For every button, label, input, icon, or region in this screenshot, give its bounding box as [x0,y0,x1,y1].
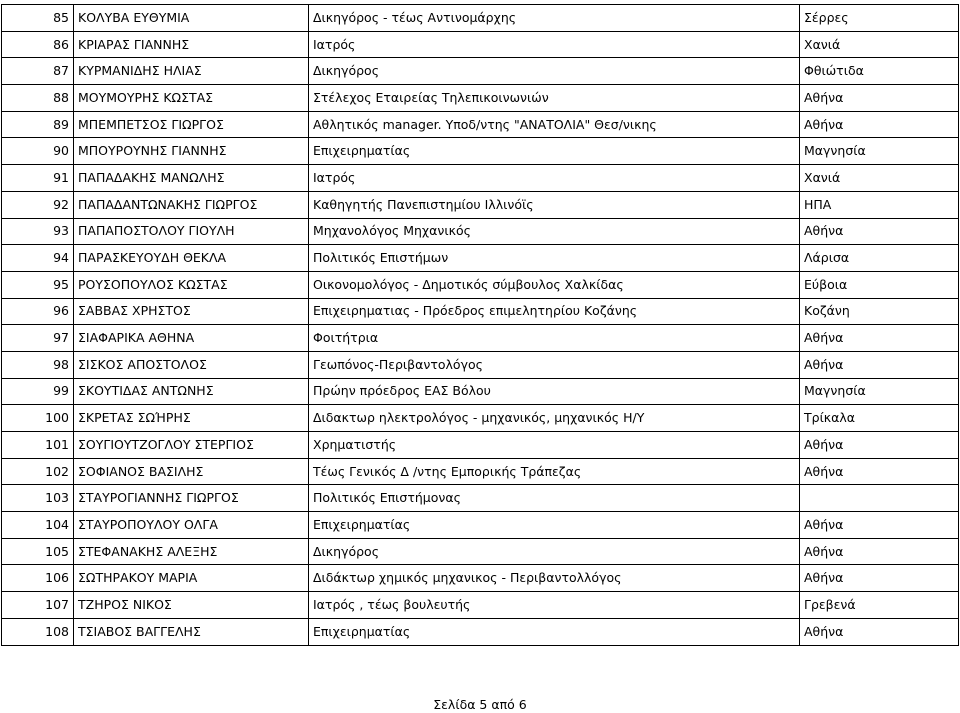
location-cell: Μαγνησία [800,138,959,165]
profession-cell: Τέως Γενικός Δ /ντης Εμπορικής Τράπεζας [309,458,800,485]
location-cell: Αθήνα [800,538,959,565]
person-name-cell: ΠΑΠΑΔΑΝΤΩΝΑΚΗΣ ΓΙΩΡΓΟΣ [74,191,309,218]
table-row [2,245,959,272]
row-number-cell: 88 [2,85,74,112]
row-number-cell: 96 [2,298,74,325]
row-number-cell: 86 [2,31,74,58]
location-cell: Αθήνα [800,111,959,138]
table-row [2,298,959,325]
profession-cell: Πρώην πρόεδρος ΕΑΣ Βόλου [309,378,800,405]
row-number-cell: 100 [2,405,74,432]
location-cell: Γρεβενά [800,592,959,619]
profession-cell: Διδακτωρ ηλεκτρολόγος - μηχανικός, μηχανικός Η/Υ [309,405,800,432]
person-name-cell: ΣΟΦΙΑΝΟΣ ΒΑΣΙΛΗΣ [74,458,309,485]
profession-cell: Επιχειρηματίας [309,618,800,645]
location-cell: Μαγνησία [800,378,959,405]
person-name-cell: ΣΙΣΚΟΣ ΑΠΟΣΤΟΛΟΣ [74,351,309,378]
person-name-cell: ΤΣΙΑΒΟΣ ΒΑΓΓΕΛΗΣ [74,618,309,645]
location-cell: Φθιώτιδα [800,58,959,85]
table-row [2,512,959,539]
row-number-cell: 87 [2,58,74,85]
table-row [2,58,959,85]
profession-cell: Επιχειρηματιας - Πρόεδρος επιμελητηρίου Κοζάνης [309,298,800,325]
location-cell: Αθήνα [800,218,959,245]
person-name-cell: ΜΠΕΜΠΕΤΣΟΣ ΓΙΩΡΓΟΣ [74,111,309,138]
person-name-cell: ΜΠΟΥΡΟΥΝΗΣ ΓΙΑΝΝΗΣ [74,138,309,165]
row-number-cell: 94 [2,245,74,272]
profession-cell: Φοιτήτρια [309,325,800,352]
row-number-cell: 102 [2,458,74,485]
profession-cell: Δικηγόρος [309,58,800,85]
row-number-cell: 97 [2,325,74,352]
location-cell: Αθήνα [800,85,959,112]
profession-cell: Επιχειρηματίας [309,138,800,165]
location-cell: Κοζάνη [800,298,959,325]
location-cell: Αθήνα [800,351,959,378]
location-cell: Σέρρες [800,5,959,32]
row-number-cell: 85 [2,5,74,32]
table-row [2,378,959,405]
profession-cell: Διδάκτωρ χημικός μηχανικος - Περιβαντολλόγος [309,565,800,592]
table-row [2,432,959,459]
table-row [2,5,959,32]
table-row [2,538,959,565]
row-number-cell: 95 [2,271,74,298]
person-name-cell: ΚΥΡΜΑΝΙΔΗΣ ΗΛΙΑΣ [74,58,309,85]
person-name-cell: ΣΑΒΒΑΣ ΧΡΗΣΤΟΣ [74,298,309,325]
location-cell: Εύβοια [800,271,959,298]
person-name-cell: ΣΩΤΗΡΑΚΟΥ ΜΑΡΙΑ [74,565,309,592]
row-number-cell: 101 [2,432,74,459]
table-row [2,191,959,218]
profession-cell: Δικηγόρος [309,538,800,565]
location-cell [800,485,959,512]
table-row [2,111,959,138]
person-name-cell: ΣΚΡΕΤΑΣ ΣΩΉΡΗΣ [74,405,309,432]
location-cell: ΗΠΑ [800,191,959,218]
location-cell: Αθήνα [800,432,959,459]
row-number-cell: 103 [2,485,74,512]
profession-cell: Οικονομολόγος - Δημοτικός σύμβουλος Χαλκίδας [309,271,800,298]
location-cell: Αθήνα [800,565,959,592]
table-row [2,458,959,485]
table-row [2,218,959,245]
row-number-cell: 107 [2,592,74,619]
table-row [2,85,959,112]
row-number-cell: 90 [2,138,74,165]
profession-cell: Καθηγητής Πανεπιστημίου Ιλλινόϊς [309,191,800,218]
person-name-cell: ΜΟΥΜΟΥΡΗΣ ΚΩΣΤΑΣ [74,85,309,112]
profession-cell: Ιατρός , τέως βουλευτής [309,592,800,619]
profession-cell: Ιατρός [309,31,800,58]
profession-cell: Δικηγόρος - τέως Αντινομάρχης [309,5,800,32]
location-cell: Χανιά [800,31,959,58]
person-name-cell: ΣΤΑΥΡΟΓΙΑΝΝΗΣ ΓΙΩΡΓΟΣ [74,485,309,512]
table-row [2,138,959,165]
location-cell: Αθήνα [800,458,959,485]
table-row [2,271,959,298]
row-number-cell: 92 [2,191,74,218]
table-row [2,325,959,352]
row-number-cell: 98 [2,351,74,378]
location-cell: Χανιά [800,165,959,192]
roster-table [1,4,959,646]
row-number-cell: 89 [2,111,74,138]
location-cell: Αθήνα [800,512,959,539]
row-number-cell: 108 [2,618,74,645]
person-name-cell: ΚΡΙΑΡΑΣ ΓΙΑΝΝΗΣ [74,31,309,58]
table-row [2,31,959,58]
profession-cell: Χρηματιστής [309,432,800,459]
person-name-cell: ΠΑΠΑΔΑΚΗΣ ΜΑΝΩΛΗΣ [74,165,309,192]
profession-cell: Γεωπόνος-Περιβαντολόγος [309,351,800,378]
table-row [2,565,959,592]
table-row [2,405,959,432]
row-number-cell: 99 [2,378,74,405]
profession-cell: Πολιτικός Επιστήμων [309,245,800,272]
profession-cell: Επιχειρηματίας [309,512,800,539]
person-name-cell: ΣΤΑΥΡΟΠΟΥΛΟΥ ΟΛΓΑ [74,512,309,539]
location-cell: Αθήνα [800,618,959,645]
row-number-cell: 106 [2,565,74,592]
person-name-cell: ΠΑΡΑΣΚΕΥΟΥΔΗ ΘΕΚΛΑ [74,245,309,272]
location-cell: Λάρισα [800,245,959,272]
row-number-cell: 91 [2,165,74,192]
person-name-cell: ΣΚΟΥΤΙΔΑΣ ΑΝΤΩΝΗΣ [74,378,309,405]
profession-cell: Ιατρός [309,165,800,192]
profession-cell: Στέλεχος Εταιρείας Τηλεπικοινωνιών [309,85,800,112]
table-row [2,351,959,378]
table-row [2,618,959,645]
roster-body [2,5,959,646]
person-name-cell: ΡΟΥΣΟΠΟΥΛΟΣ ΚΩΣΤΑΣ [74,271,309,298]
profession-cell: Πολιτικός Επιστήμονας [309,485,800,512]
person-name-cell: ΚΟΛΥΒΑ ΕΥΘΥΜΙΑ [74,5,309,32]
page-footer: Σελίδα 5 από 6 [433,697,527,712]
table-row [2,485,959,512]
location-cell: Τρίκαλα [800,405,959,432]
profession-cell: Αθλητικός manager. Υποδ/ντης "ΑΝΑΤΟΛΙΑ" Θεσ/νικης [309,111,800,138]
row-number-cell: 104 [2,512,74,539]
table-row [2,592,959,619]
table-row [2,165,959,192]
person-name-cell: ΠΑΠΑΠΟΣΤΟΛΟΥ ΓΙΟΥΛΗ [74,218,309,245]
person-name-cell: ΣΙΑΦΑΡΙΚΑ ΑΘΗΝΑ [74,325,309,352]
profession-cell: Μηχανολόγος Μηχανικός [309,218,800,245]
row-number-cell: 93 [2,218,74,245]
person-name-cell: ΤΖΗΡΟΣ ΝΙΚΟΣ [74,592,309,619]
row-number-cell: 105 [2,538,74,565]
person-name-cell: ΣΤΕΦΑΝΑΚΗΣ ΑΛΕΞΗΣ [74,538,309,565]
location-cell: Αθήνα [800,325,959,352]
person-name-cell: ΣΟΥΓΙΟΥΤΖΟΓΛΟΥ ΣΤΕΡΓΙΟΣ [74,432,309,459]
